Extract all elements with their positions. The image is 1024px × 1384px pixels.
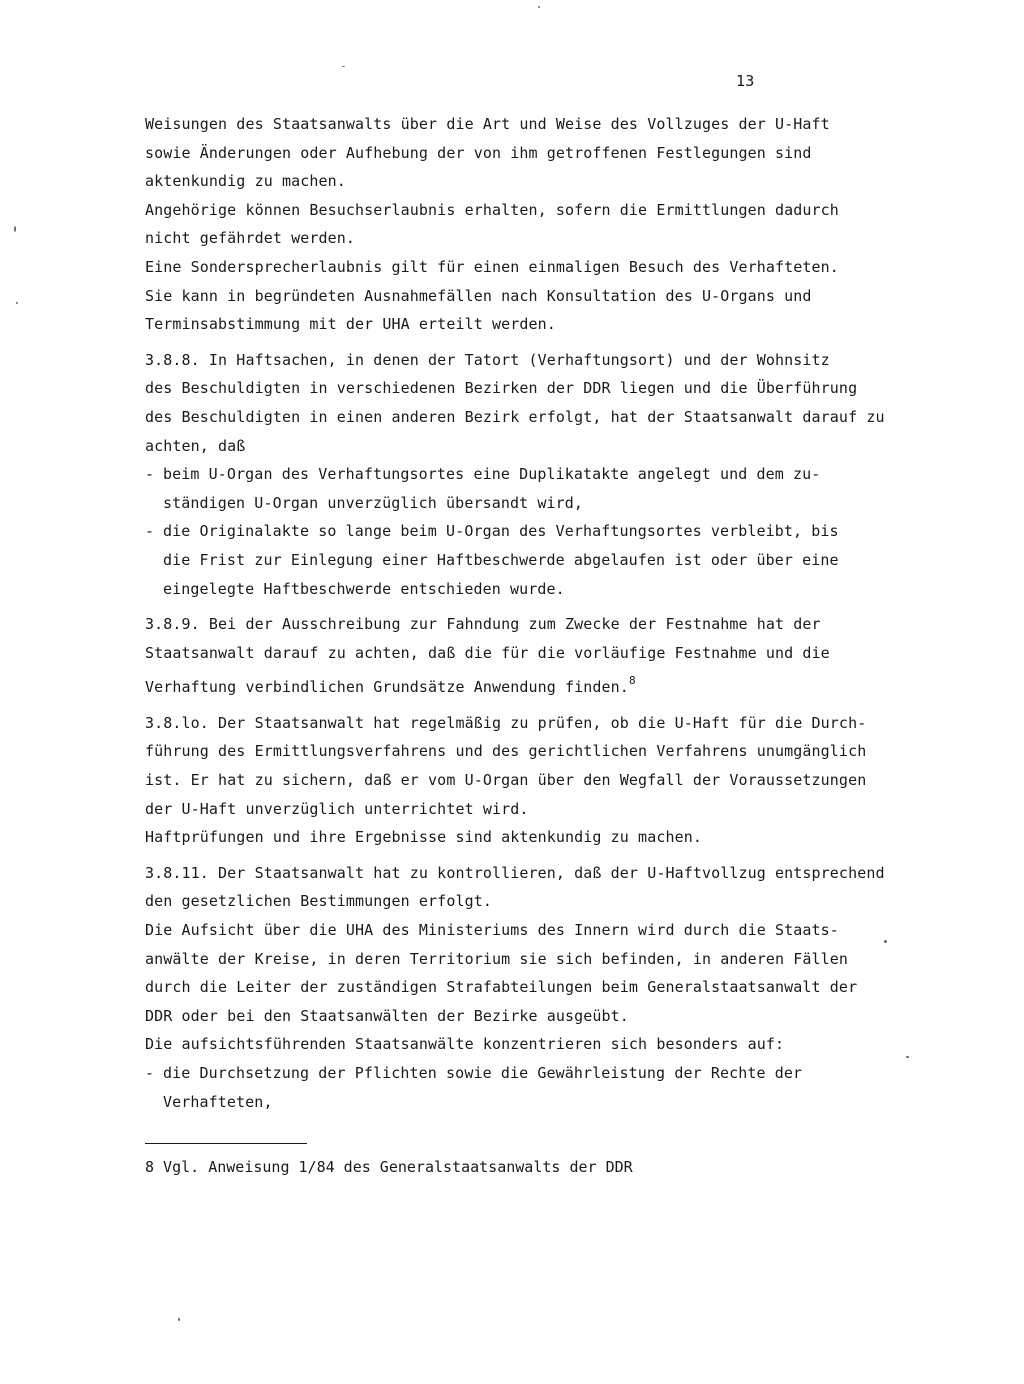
bullet-marker: - [145, 522, 155, 541]
text-line: Sie kann in begründeten Ausnahmefällen nach Konsultation des U-Organs und [145, 286, 812, 305]
footnote-text: 8 Vgl. Anweisung 1/84 des Generalstaatsanwalts der DDR [145, 1158, 633, 1176]
paragraph-3-8-8 [145, 346, 920, 603]
bullet-marker: - [145, 1064, 155, 1082]
text-line: 3.8.lo. Der Staatsanwalt hat regelmäßig zu prüfen, ob die U-Haft für die Durch- [145, 713, 867, 732]
scan-speck [14, 226, 16, 232]
scan-speck [16, 302, 18, 304]
bullet-marker: - [145, 465, 155, 484]
text-line: Eine Sondersprecherlaubnis gilt für einen einmaligen Besuch des Verhafteten. [145, 257, 839, 276]
text-line: des Beschuldigten in verschiedenen Bezirken der DDR liegen und die Überführung [145, 379, 858, 398]
paragraph-3-8-11 [145, 859, 920, 1116]
document-body [145, 110, 920, 1123]
paragraph-3-8-9 [145, 610, 920, 702]
paragraph-3-8-10 [145, 709, 920, 852]
text-line: durch die Leiter der zuständigen Strafabteilungen beim Generalstaatsanwalt der [145, 978, 858, 997]
footnote-reference: 8 [628, 674, 636, 688]
footnote-divider [145, 1143, 307, 1144]
text-line: Verhafteten, [163, 1092, 273, 1111]
paragraph-detention-instructions [145, 110, 920, 339]
text-line: ständigen U-Organ unverzüglich übersandt wird, [163, 493, 584, 512]
text-line: 3.8.11. Der Staatsanwalt hat zu kontrollieren, daß der U-Haftvollzug entsprechend [145, 863, 885, 882]
text-line: aktenkundig zu machen. [145, 172, 346, 191]
text-line: beim U-Organ des Verhaftungsortes eine Duplikatakte angelegt und dem zu- [163, 465, 821, 484]
text-line: die Durchsetzung der Pflichten sowie die Gewährleistung der Rechte der [163, 1064, 803, 1082]
text-line: Weisungen des Staatsanwalts über die Art und Weise des Vollzuges der U-Haft [145, 115, 830, 133]
scan-speck [906, 1056, 909, 1058]
text-line: Angehörige können Besuchserlaubnis erhalten, sofern die Ermittlungen dadurch [145, 200, 839, 219]
text-line: der U-Haft unverzüglich unterrichtet wird. [145, 799, 529, 818]
text-line: sowie Änderungen oder Aufhebung der von ihm getroffenen Festlegungen sind [145, 143, 812, 162]
text-line: Die Aufsicht über die UHA des Ministeriums des Innern wird durch die Staats- [145, 921, 839, 940]
text-line: DDR oder bei den Staatsanwälten der Bezirke ausgeübt. [145, 1006, 629, 1025]
text-line: Die aufsichtsführenden Staatsanwälte konzentrieren sich besonders auf: [145, 1035, 785, 1054]
scan-speck [538, 6, 540, 8]
bullet-item [145, 517, 920, 603]
text-line: den gesetzlichen Bestimmungen erfolgt. [145, 892, 492, 911]
page-number: 13 [736, 72, 755, 90]
text-line: Haftprüfungen und ihre Ergebnisse sind aktenkundig zu machen. [145, 828, 702, 847]
text-line: des Beschuldigten in einen anderen Bezirk erfolgt, hat der Staatsanwalt darauf zu [145, 407, 885, 426]
text-line: 3.8.9. Bei der Ausschreibung zur Fahndung zum Zwecke der Festnahme hat der [145, 615, 821, 634]
text-line: 3.8.8. In Haftsachen, in denen der Tatort (Verhaftungsort) und der Wohnsitz [145, 350, 830, 369]
text-line-content: Verhaftung verbindlichen Grundsätze Anwendung finden. [145, 678, 629, 697]
text-line: nicht gefährdet werden. [145, 229, 356, 248]
text-line [145, 667, 920, 702]
scan-speck [342, 66, 345, 67]
text-line: achten, daß [145, 436, 246, 455]
text-line: die Frist zur Einlegung einer Haftbeschwerde abgelaufen ist oder über eine [163, 550, 839, 569]
text-line: eingelegte Haftbeschwerde entschieden wurde. [163, 579, 565, 598]
text-line: führung des Ermittlungsverfahrens und des gerichtlichen Verfahrens unumgänglich [145, 742, 867, 761]
text-line: anwälte der Kreise, in deren Territorium sie sich befinden, in anderen Fällen [145, 949, 849, 968]
text-line: Staatsanwalt darauf zu achten, daß die für die vorläufige Festnahme und die [145, 643, 830, 662]
text-line: ist. Er hat zu sichern, daß er vom U-Organ über den Wegfall der Voraussetzungen [145, 771, 867, 790]
text-line: Terminsabstimmung mit der UHA erteilt werden. [145, 315, 556, 334]
text-line: die Originalakte so lange beim U-Organ des Verhaftungsortes verbleibt, bis [163, 522, 839, 541]
bullet-item [145, 460, 920, 517]
scan-speck [178, 1318, 180, 1321]
bullet-item [145, 1059, 920, 1116]
scan-speck [884, 940, 887, 943]
